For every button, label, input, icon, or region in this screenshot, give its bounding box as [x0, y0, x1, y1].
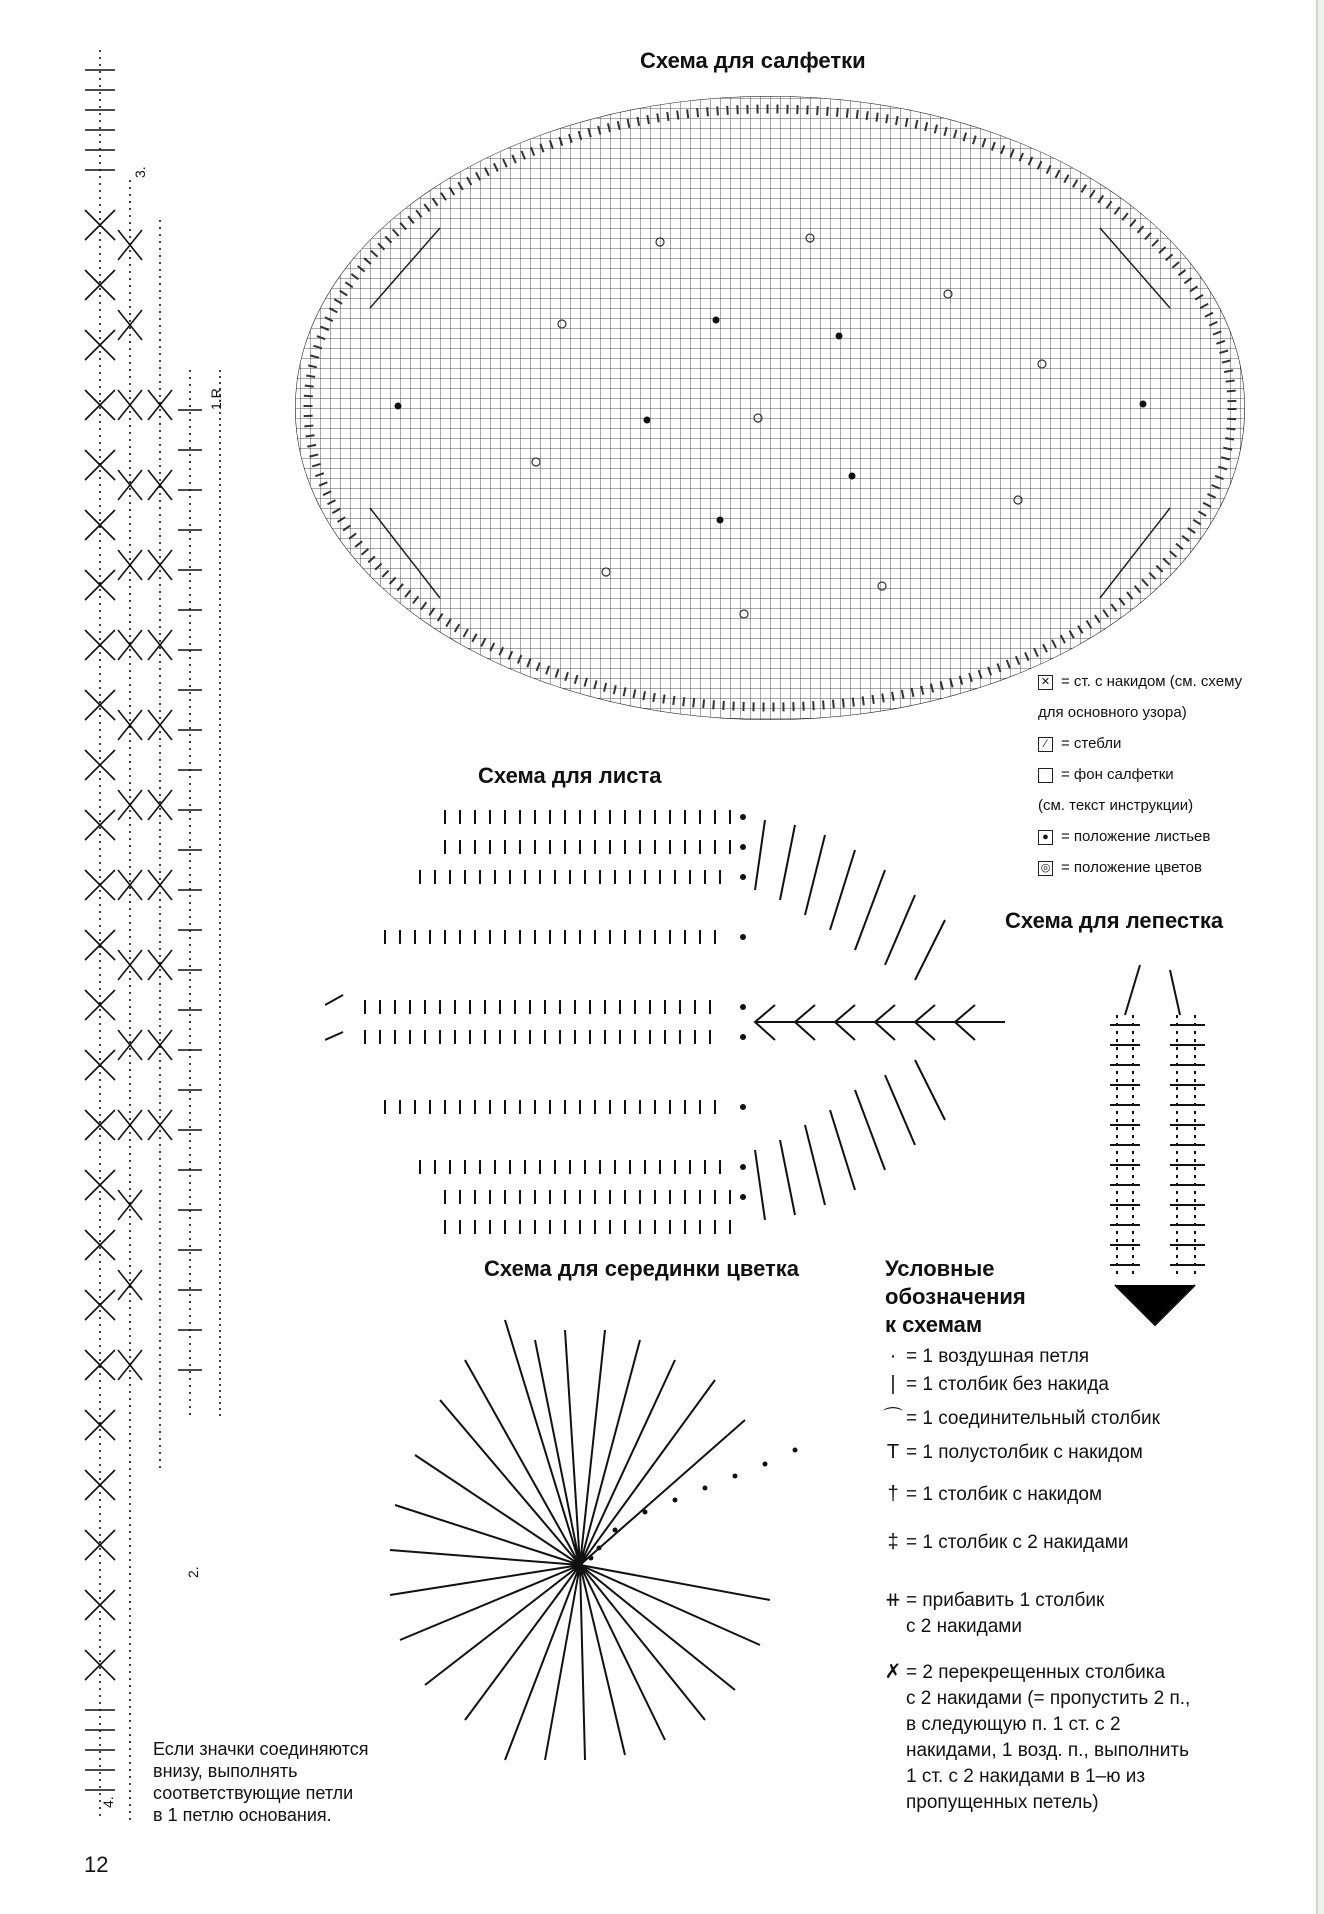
joined-symbols-note: [153, 1738, 368, 1826]
legend-heading: [885, 1255, 1026, 1339]
treble-crochet-icon: ‡: [887, 1531, 899, 1553]
strip-label-row-2: 2.: [185, 1566, 201, 1578]
note-line: в 1 петлю основания.: [153, 1805, 332, 1825]
flower-center-radial-stitches: [390, 1320, 770, 1760]
crossed-treble-icon: ✗: [884, 1661, 902, 1683]
legend-heading-line-3: к схемам: [885, 1312, 983, 1337]
key-row-increase-treble: ⧺ = прибавить 1 столбик с 2 накидами: [880, 1587, 1300, 1659]
increase-treble-icon: ⧺: [884, 1589, 902, 1611]
dot-cell-icon: ●: [1038, 830, 1053, 845]
flower-center-diagram: [375, 1290, 845, 1780]
legend-heading-line-1: Условные: [885, 1256, 995, 1281]
napkin-legend-item: для основного узора): [1038, 704, 1187, 721]
napkin-legend-item: (см. текст инструкции): [1038, 797, 1194, 814]
note-line: Если значки соединяются: [153, 1739, 369, 1759]
petal-chart-title: Схема для лепестка: [1005, 908, 1224, 933]
slash-stitch-icon: ∕: [1038, 737, 1053, 752]
napkin-legend-item: ✕ = ст. с накидом (см. схему: [1038, 666, 1242, 697]
symbol-key: [880, 1345, 1300, 1816]
napkin-chart-title: Схема для салфетки: [640, 48, 866, 73]
petal-diagram: [1095, 955, 1225, 1335]
napkin-legend: [1038, 666, 1242, 883]
double-crochet-icon: †: [887, 1483, 899, 1505]
key-row-crossed-treble: ✗ = 2 перекрещенных столбика с 2 накидами (= пропустить 2 п., в следующую п. 1 ст. с 2 накидами, 1 возд. п., выполнить 1 ст. с 2 накидами в 1–ю из пропущенных петель): [880, 1659, 1300, 1816]
strip-label-row-1r: 1.R: [208, 388, 224, 410]
slip-stitch-icon: ⌒: [883, 1407, 903, 1429]
key-row-treble-crochet: ‡ = 1 столбик с 2 накидами: [880, 1531, 1300, 1587]
key-row-slip-stitch: ⌒ = 1 соединительный столбик: [880, 1401, 1300, 1441]
empty-cell-icon: [1038, 768, 1053, 783]
chain-dot-icon: ·: [889, 1345, 897, 1367]
cross-stitch-icon: ✕: [1038, 675, 1053, 690]
napkin-legend-item: = фон салфетки: [1038, 759, 1242, 790]
leaf-diagram: [325, 800, 1015, 1240]
page-edge-strip: [1316, 0, 1324, 1914]
note-line: внизу, выполнять: [153, 1761, 298, 1781]
key-row-half-double: T = 1 полустолбик с накидом: [880, 1441, 1300, 1483]
napkin-legend-item: ● = положение листьев: [1038, 821, 1242, 852]
legend-heading-line-2: обозначения: [885, 1284, 1026, 1309]
flower-center-chart-title: Схема для серединки цветка: [484, 1256, 800, 1281]
napkin-grid-chart: [290, 88, 1250, 728]
napkin-legend-item: ◎ = положение цветов: [1038, 852, 1242, 883]
key-row-chain: · = 1 воздушная петля: [880, 1345, 1300, 1373]
strip-label-row-3: 3.: [132, 166, 148, 178]
key-row-double-crochet: † = 1 столбик с накидом: [880, 1483, 1300, 1531]
half-double-icon: T: [886, 1441, 900, 1463]
page-number: 12: [84, 1852, 109, 1877]
circle-cell-icon: ◎: [1038, 861, 1053, 876]
single-crochet-icon: |: [890, 1373, 896, 1395]
strip-label-row-4: 4.: [100, 1796, 116, 1808]
border-strip-diagram: [70, 50, 250, 1820]
leaf-chart-title: Схема для листа: [478, 763, 662, 788]
napkin-legend-item: ∕ = стебли: [1038, 728, 1242, 759]
note-line: соответствующие петли: [153, 1783, 354, 1803]
key-row-single-crochet: | = 1 столбик без накида: [880, 1373, 1300, 1401]
